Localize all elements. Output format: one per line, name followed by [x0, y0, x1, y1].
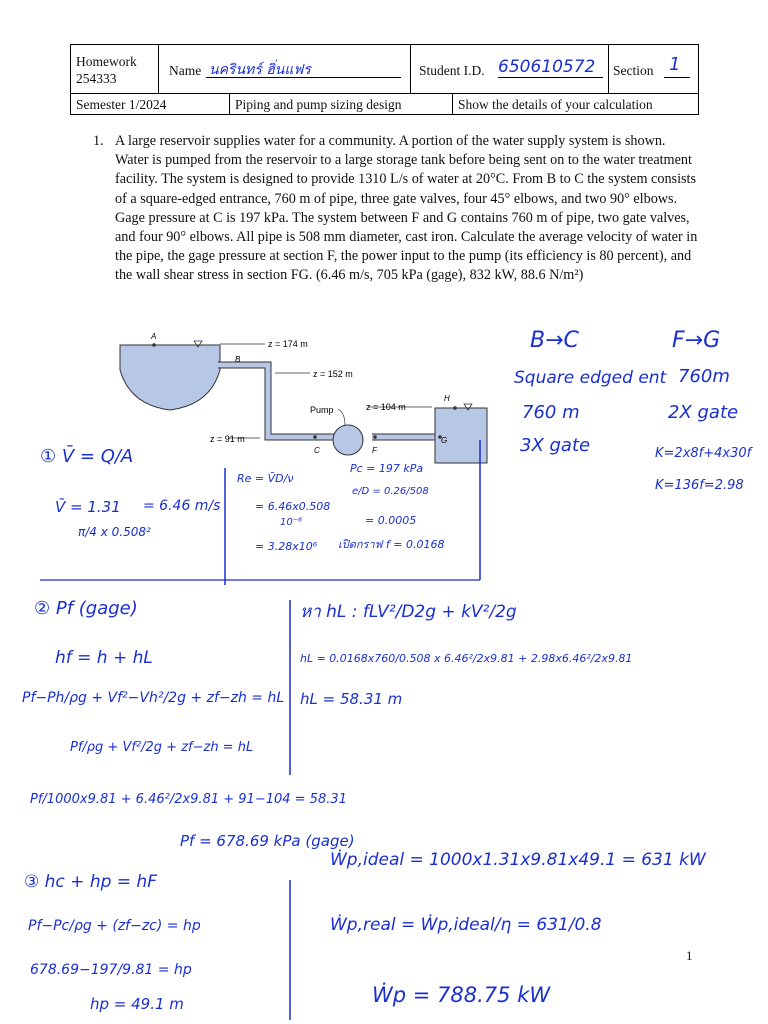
course-line-1: Homework	[76, 54, 137, 69]
power-line-3: Ẇp = 788.75 kW	[372, 983, 551, 1007]
course-line-2: 254333	[76, 71, 117, 86]
step1-label: ① V̄ = Q/A	[40, 446, 134, 467]
instruction: Show the details of your calculation	[458, 97, 653, 112]
step3-line-c: hp = 49.1 m	[90, 995, 184, 1013]
z104-label: z = 104 m	[366, 402, 406, 412]
step3-line-a: Pf−Pc/ρg + (zf−zc) = hp	[28, 918, 201, 934]
z174-label: z = 174 m	[268, 339, 308, 349]
re-line-3: 10⁻⁶	[280, 517, 303, 528]
question-text: A large reservoir supplies water for a community. A portion of the water supply system is shown. Water is pumped from the reservoir to a large storage tank before being sent on to the water treatment facility. The system is designed to provide 1310 L/s of water at 20°C. From B to C the system consists of a square-edged entrance, 760 m of pipe, three gate valves, four 45° elbows, and two 90° elbows. Gage pressure at C is 197 kPa. The system between F and G contains 760 m of pipe, two gate valves, and four 90° elbows. All pipe is 508 mm diameter, cast iron. Calculate the average velocity of water in the pipe, the gage pressure at section F, the power input to the pump (its efficiency is 80 percent), and the wall shear stress in section FG. (6.46 m/s, 705 kPa (gage), 832 kW, 88.6 N/m²)	[115, 133, 698, 284]
step2-result: Pf = 678.69 kPa (gage)	[180, 832, 355, 850]
re-line-2: = 6.46x0.508	[255, 500, 331, 513]
question-number: 1.	[93, 133, 104, 149]
hl-line-1: หา hL : fLV²/D2g + kV²/2g	[300, 602, 517, 622]
step3-label: ③ hc + hp = hF	[24, 872, 157, 892]
page-number: 1	[686, 948, 693, 963]
step3-line-b: 678.69−197/9.81 = hp	[30, 962, 192, 978]
name-label: Name	[169, 63, 202, 78]
re-line-1: Re = V̄D/ν	[237, 472, 294, 485]
name-value: นครินทร์ ฮิ่นแฟร	[209, 62, 311, 78]
pc-line-3: = 0.0005	[365, 514, 417, 527]
bc-line-1: Square edged ent	[514, 368, 667, 388]
z91-label: z = 91 m	[210, 434, 245, 444]
pc-line-1: Pc = 197 kPa	[350, 462, 424, 475]
bc-line-2: 760 m	[522, 402, 580, 423]
step1-line-b: π/4 x 0.508²	[78, 525, 151, 539]
power-line-1: Ẇp,ideal = 1000x1.31x9.81x49.1 = 631 kW	[330, 850, 706, 870]
pc-line-2: e/D = 0.26/508	[352, 486, 429, 497]
step1-result: = 6.46 m/s	[143, 498, 221, 514]
power-line-2: Ẇp,real = Ẇp,ideal/η = 631/0.8	[330, 915, 602, 935]
label-F: F	[372, 446, 377, 455]
student-id-value: 650610572	[498, 57, 596, 77]
topic: Piping and pump sizing design	[235, 97, 402, 112]
section-label: Section	[613, 63, 654, 78]
label-G: G	[441, 436, 448, 445]
fg-line-4: K=136f=2.98	[655, 478, 744, 493]
step2-line-d: Pf/1000x9.81 + 6.46²/2x9.81 + 91−104 = 58.31	[30, 792, 347, 807]
student-id-label: Student I.D.	[419, 63, 485, 78]
step2-line-a: hf = h + hL	[55, 648, 153, 668]
fg-title: F→G	[672, 328, 721, 353]
pc-line-4: เปิดกราฟ f = 0.0168	[338, 538, 445, 551]
step2-line-c: Pf/ρg + Vf²/2g + zf−zh = hL	[70, 740, 254, 755]
semester: Semester 1/2024	[76, 97, 167, 112]
section-value: 1	[669, 54, 681, 75]
hl-line-3: hL = 58.31 m	[300, 690, 403, 708]
bc-line-3: 3X gate	[520, 435, 591, 456]
fg-line-1: 760m	[678, 366, 730, 387]
fg-line-2: 2X gate	[668, 402, 739, 423]
label-A: A	[151, 332, 157, 341]
fg-line-3: K=2x8f+4x30f	[655, 446, 752, 461]
hl-line-2: hL = 0.0168x760/0.508 x 6.46²/2x9.81 + 2.98x6.46²/2x9.81	[300, 652, 633, 665]
re-line-4: = 3.28x10⁶	[255, 540, 318, 553]
pump-label: Pump	[310, 405, 334, 415]
z152-label: z = 152 m	[313, 369, 353, 379]
bc-title: B→C	[530, 328, 579, 353]
label-B: B	[235, 355, 241, 364]
step2-line-b: Pf−Ph/ρg + Vf²−Vh²/2g + zf−zh = hL	[22, 690, 285, 706]
label-C: C	[314, 446, 320, 455]
step1-line-a: V̄ = 1.31	[55, 498, 121, 516]
step2-label: ② Pf (gage)	[34, 598, 138, 619]
label-H: H	[444, 394, 450, 403]
